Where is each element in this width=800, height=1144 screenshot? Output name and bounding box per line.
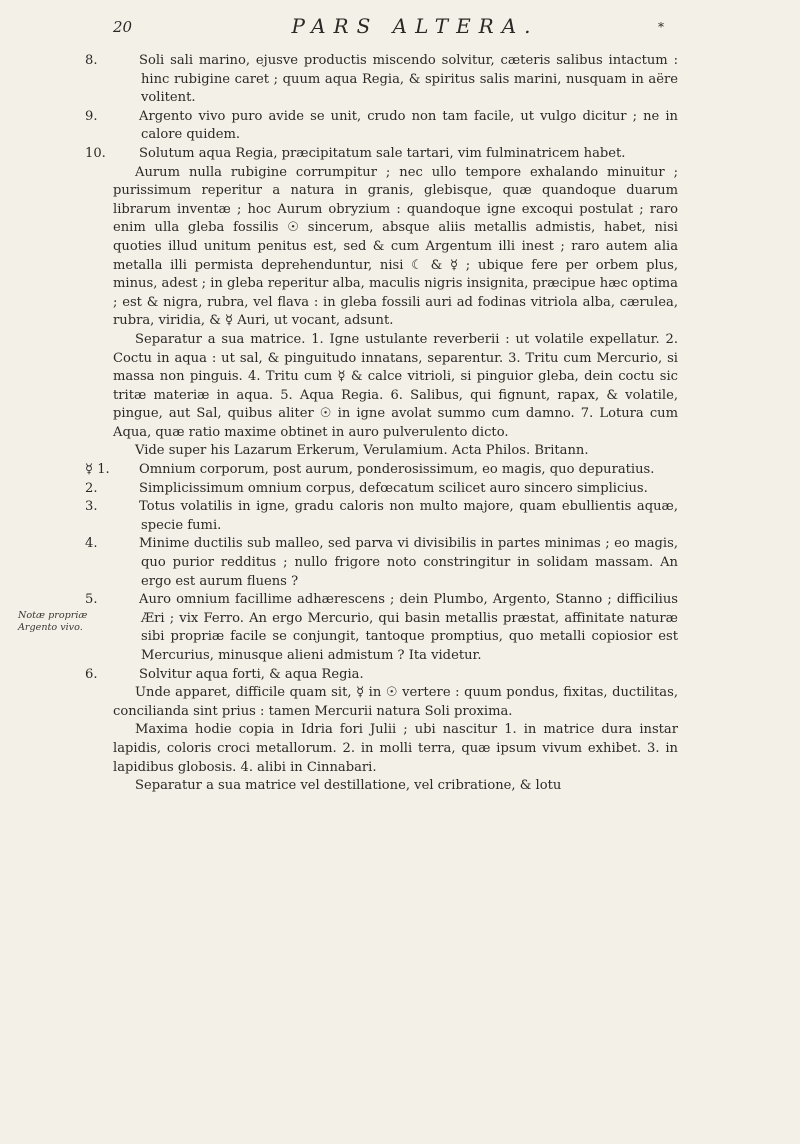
page-number: 20	[113, 18, 133, 36]
paragraph	[113, 684, 678, 721]
item-number: 2.	[85, 480, 98, 496]
paragraph	[85, 108, 678, 145]
paragraph-text: Maxima hodie copia in Idria fori Julii ; ubi nascitur 1. in matrice dura instar lapidis, coloris croci metallorum. 2. in molli terra, quæ ipsum vivum exhibet. 3. in lapidibus globosis. 4. alibi in Cinnabari.	[113, 722, 678, 775]
margin-note-line: Notæ propriæ	[18, 610, 88, 621]
paragraph-text: Solvitur aqua forti, & aqua Regia.	[139, 666, 364, 682]
paragraph-text: Totus volatilis in igne, gradu caloris non multo majore, quam ebullientis aquæ, specie fumi.	[139, 499, 678, 533]
item-number: 10.	[85, 145, 106, 161]
paragraph-text: Omnium corporum, post aurum, ponderosissimum, eo magis, quo depuratius.	[139, 462, 655, 478]
margin-note	[18, 610, 108, 634]
paragraph-text: Separatur a sua matrice. 1. Igne ustulante reverberii : ut volatile expellatur. 2. Coctu in aqua : ut sal, & pinguitudo innatans, separentur. 3. Tritu cum Mercurio, si massa non pinguis. 4. Tritu cum ☿ & calce vitrioli, si pinguior gleba, dein coctu sic tritæ materiæ in aqua. 5. Aqua Regia. 6. Salibus, qui fignunt, rapax, & volatile, pingue, aut Sal, quibus aliter ☉ in igne avolat summo cum damno. 7. Lotura cum Aqua, quæ ratio maxime obtinet in auro pulverulento dicto.	[113, 331, 678, 440]
paragraph	[113, 442, 678, 461]
paragraph-text: Auro omnium facillime adhærescens ; dein Plumbo, Argento, Stanno ; difficilius Æri ; vix Ferro. An ergo Mercurio, qui basin metallis præstat, affinitate naturæ sibi propriæ facile se conjungit, tantoque promptius, quo metalli copiosior est Mercurius, minusque alieni admistum ? Ita videtur.	[139, 592, 678, 663]
item-number: ☿ 1.	[85, 462, 110, 478]
paragraph	[85, 666, 678, 685]
paragraph-text: Solutum aqua Regia, præcipitatum sale tartari, vim fulminatricem habet.	[139, 145, 626, 161]
paragraph	[85, 591, 678, 665]
paragraph	[113, 777, 678, 796]
paragraph	[113, 721, 678, 777]
paragraph	[85, 461, 678, 480]
paragraph	[85, 480, 678, 499]
item-number: 5.	[85, 592, 98, 608]
paragraph	[85, 498, 678, 535]
item-number: 4.	[85, 536, 98, 552]
paragraph	[85, 52, 678, 108]
item-number: 3.	[85, 499, 98, 515]
paragraph-text: Aurum nulla rubigine corrumpitur ; nec ullo tempore exhalando minuitur ; purissimum reperitur a natura in granis, glebisque, quæ quandoque duarum librarum inventæ ; hoc Aurum obryzium : quandoque igne excoqui postulat ; raro enim ulla gleba fossilis ☉ sincerum, absque aliis metallis admistis, habet, nisi quoties illud unitum penitus est, sed & cum Argentum illi inest ; raro autem alia metalla illi permista deprehenduntur, nisi ☾ & ☿ ; ubique fere per orbem plus, minus, adest ; in gleba reperitur alba, maculis nigris insignita, præcipue hæc optima ; est & nigra, rubra, vel flava : in gleba fossili auri ad fodinas vitriola alba, cærulea, rubra, viridia, & ☿ Auri, ut vocant, adsunt.	[113, 164, 678, 329]
paragraph	[85, 535, 678, 591]
margin-note-line: Argento vivo.	[18, 622, 83, 633]
page-header	[0, 14, 800, 48]
paragraph-text: Simplicissimum omnium corpus, defœcatum scilicet auro sincero simplicius.	[139, 480, 648, 496]
paragraph-text: Separatur a sua matrice vel destillatione, vel cribratione, & lotu	[135, 778, 562, 794]
running-title: PARS ALTERA.	[291, 14, 539, 38]
paragraph-text: Minime ductilis sub malleo, sed parva vi divisibilis in partes minimas ; eo magis, quo purior redditus ; nullo frigore noto constringitur in solidam massam. An ergo est aurum fluens ?	[139, 536, 678, 589]
paragraph-text: Soli sali marino, ejusve productis miscendo solvitur, cæteris salibus intactum : hinc rubigine caret ; quum aqua Regia, & spiritus salis marini, nusquam in aëre volitent.	[139, 53, 678, 106]
body-text	[85, 52, 678, 796]
paragraph	[113, 331, 678, 443]
item-number: 8.	[85, 53, 98, 68]
paragraph-text: Argento vivo puro avide se unit, crudo non tam facile, ut vulgo dicitur ; ne in calore quidem.	[139, 108, 678, 143]
item-number: 6.	[85, 666, 98, 682]
paragraph-text: Unde apparet, difficile quam sit, ☿ in ☉ vertere : quum pondus, fixitas, ductilitas, concilianda sint prius : tamen Mercurii natura Soli proxima.	[113, 685, 678, 719]
paragraph-text: Vide super his Lazarum Erkerum, Verulamium. Acta Philos. Britann.	[135, 443, 589, 459]
item-number: 9.	[85, 108, 98, 124]
paragraph	[113, 164, 678, 331]
header-mark: *	[658, 20, 664, 34]
paragraph	[85, 145, 678, 164]
